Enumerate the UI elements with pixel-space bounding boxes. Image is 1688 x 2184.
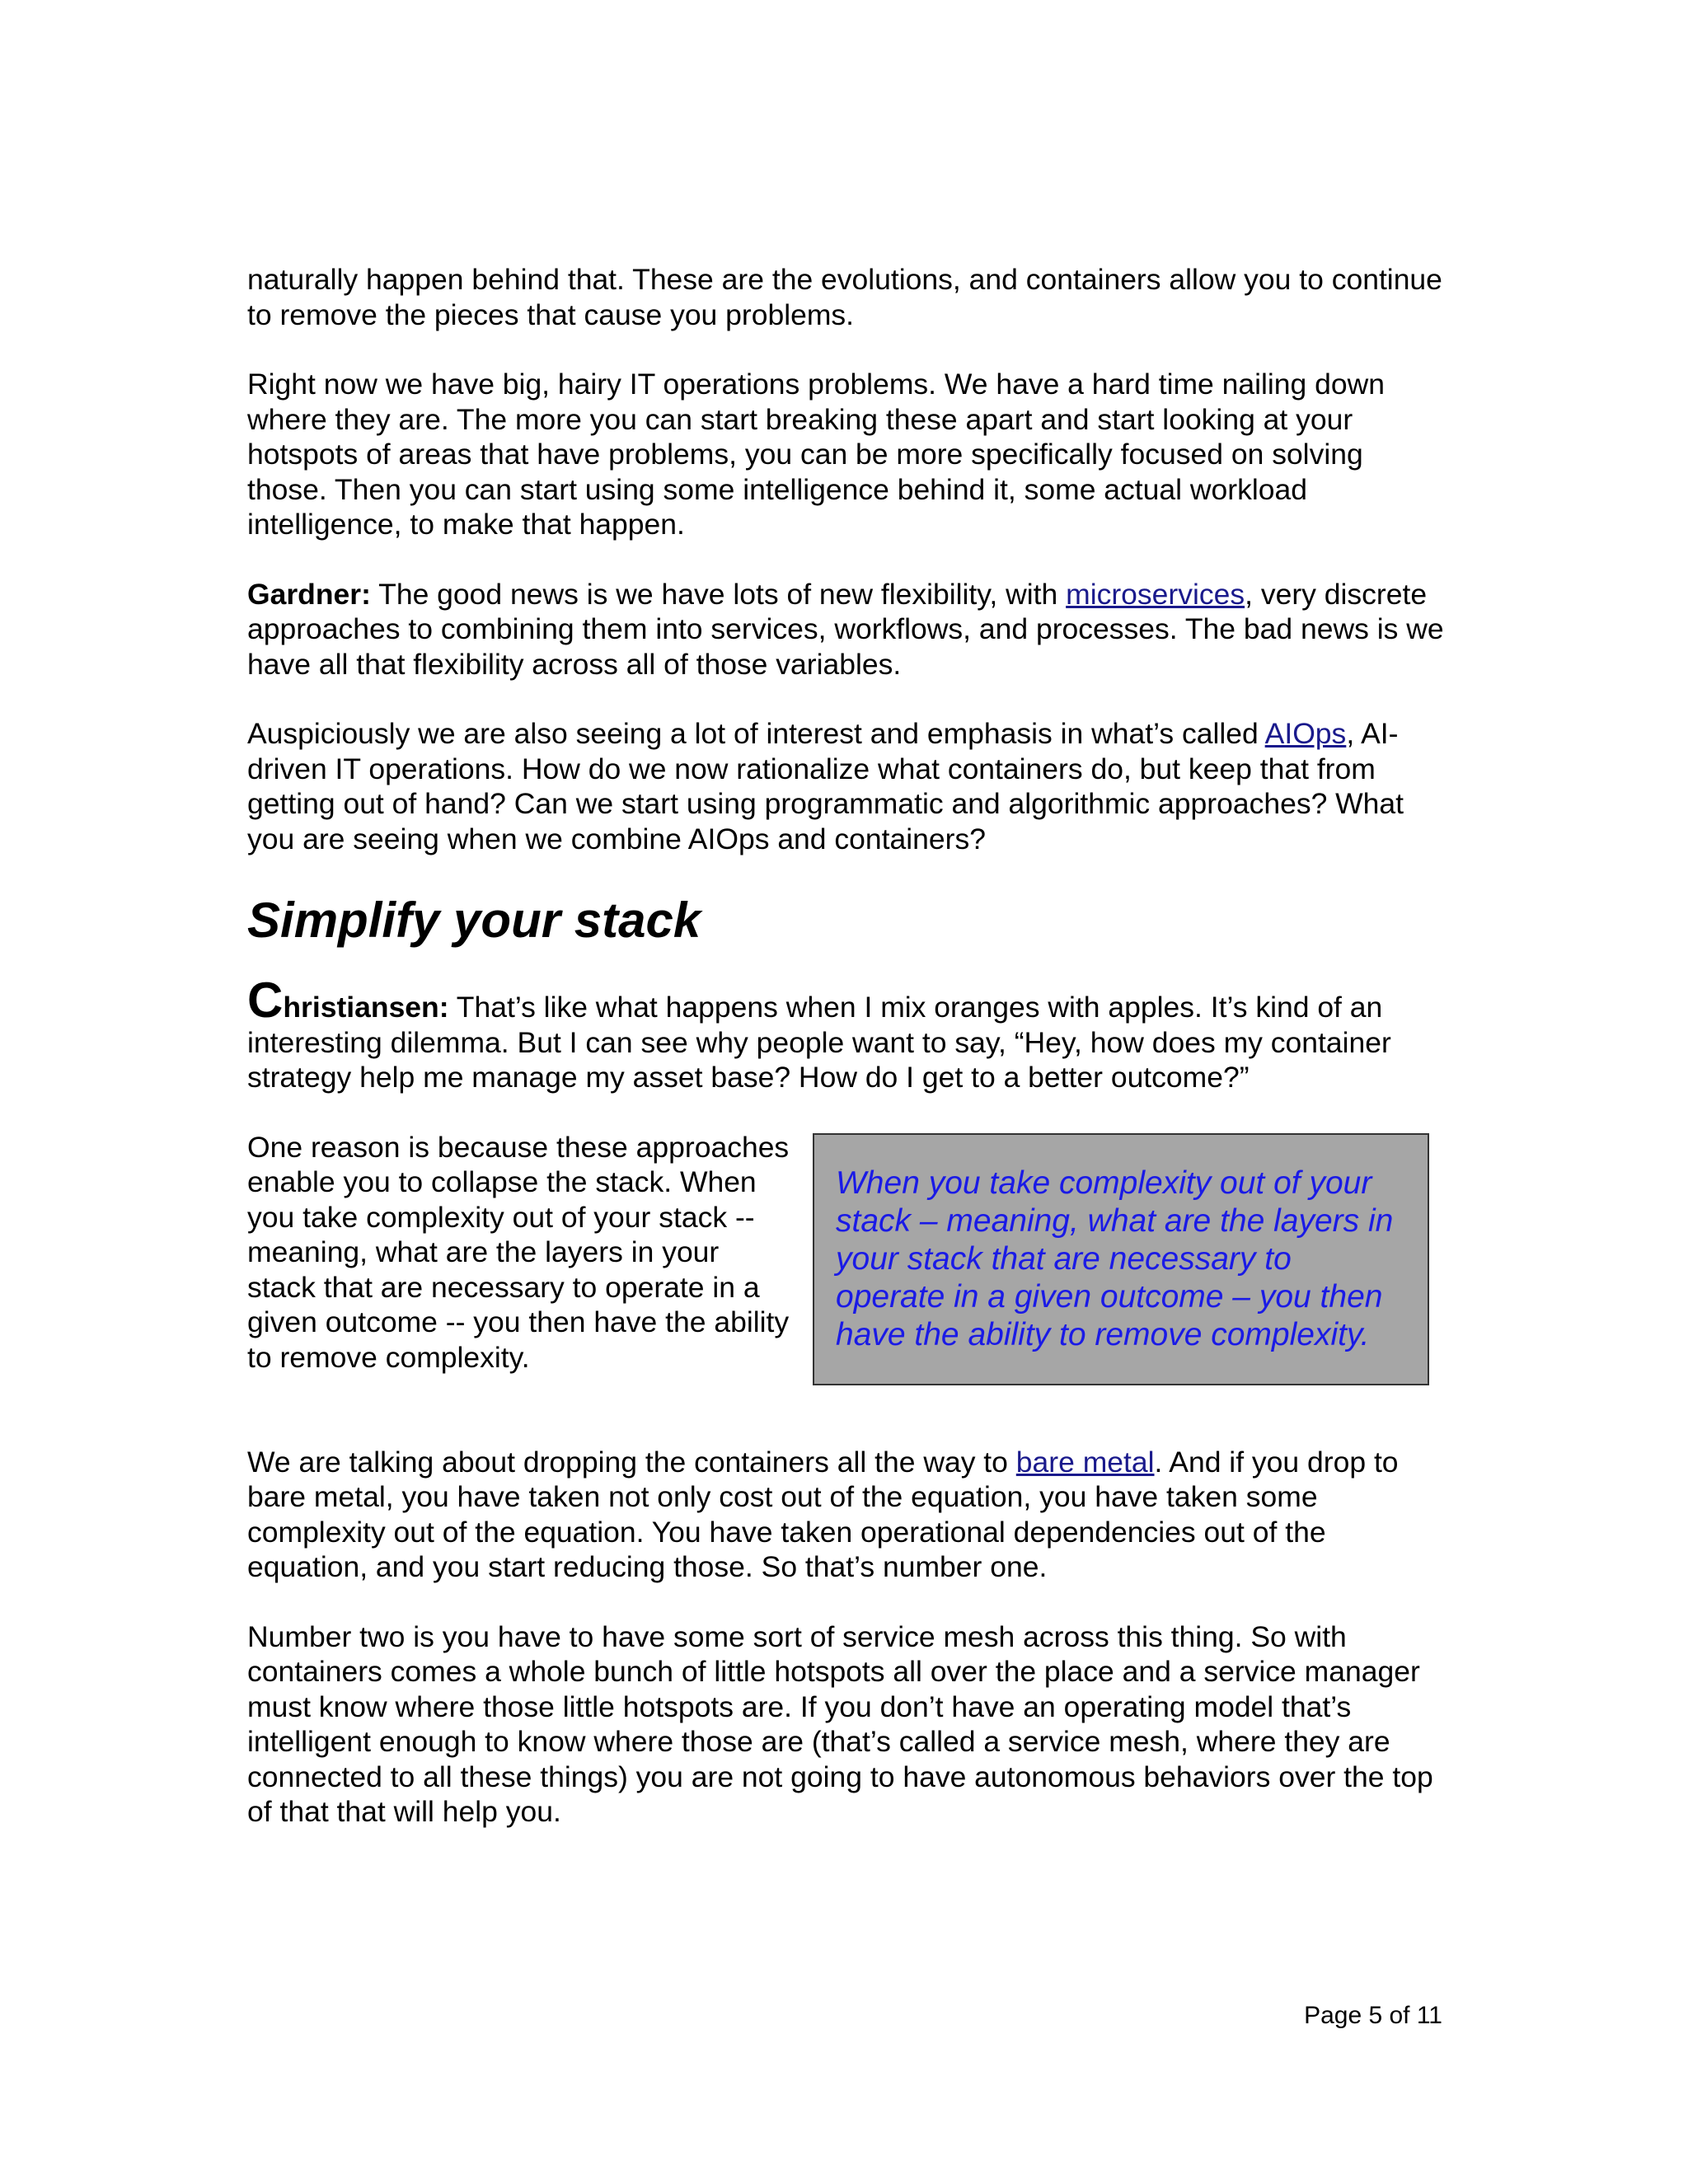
drop-cap: C bbox=[247, 972, 284, 1028]
paragraph-it-operations: Right now we have big, hairy IT operations problems. We have a hard time nailing down where they are. The more you can start breaking these apart and start looking at your hotspots of areas that have problems, you can be more specifically focused on solving those. Then you can start using some intelligence behind it, some actual workload intelligence, to make that happen. bbox=[247, 368, 1385, 541]
pull-quote-box bbox=[813, 1133, 1429, 1385]
text-with-pull-quote bbox=[247, 1130, 1451, 1410]
paragraph-text: The good news is we have lots of new flexibility, with bbox=[370, 577, 1067, 611]
paragraph-text: , very discrete approaches to combining them into services, workflows, and processes. The bad news is we have all that flexibility across all of those variables. bbox=[247, 577, 1444, 681]
paragraph-christiansen-intro bbox=[247, 972, 1451, 1095]
speaker-gardner: Gardner: bbox=[247, 577, 371, 611]
bare-metal-link[interactable]: bare metal bbox=[1015, 1445, 1155, 1479]
paragraph-bare-metal bbox=[247, 1445, 1451, 1585]
paragraph-text: . And if you drop to bare metal, you have taken not only cost out of the equation, you have taken some complexity out of the equation. You have taken operational dependencies out of the equation, and you start reducing those. So that’s number one. bbox=[247, 1445, 1399, 1583]
microservices-link[interactable]: microservices bbox=[1066, 577, 1245, 611]
paragraph-collapse-stack: One reason is because these approaches enable you to collapse the stack. When you take complexity out of your stack -- meaning, what are the layers in your stack that are necessary to operate in a given outcome -- you then have the ability to remove complexity. bbox=[247, 1130, 790, 1374]
paragraph-aiops bbox=[247, 716, 1451, 856]
document-body bbox=[247, 262, 1451, 1864]
paragraph-evolutions: naturally happen behind that. These are the evolutions, and containers allow you to continue to remove the pieces that cause you problems. bbox=[247, 263, 1442, 331]
paragraph-text: , AI-driven IT operations. How do we now rationalize what containers do, but keep that from getting out of hand? Can we start using programmatic and algorithmic approaches? What you are seeing when we combine AIOps and containers? bbox=[247, 717, 1404, 855]
aiops-link[interactable]: AIOps bbox=[1264, 717, 1347, 750]
paragraph-text: Auspiciously we are also seeing a lot of interest and emphasis in what’s called bbox=[247, 717, 1265, 750]
section-heading: Simplify your stack bbox=[247, 893, 701, 948]
paragraph-gardner-microservices bbox=[247, 577, 1451, 682]
speaker-christiansen bbox=[247, 972, 449, 1028]
paragraph-text: That’s like what happens when I mix oranges with apples. It’s kind of an interesting dilemma. But I can see why people want to say, “Hey, how does my container strategy help me manage my asset base? How do I get to a better outcome?” bbox=[247, 991, 1391, 1094]
paragraph-text: We are talking about dropping the containers all the way to bbox=[247, 1445, 1016, 1479]
pull-quote-text: When you take complexity out of your stack – meaning, what are the layers in your stack that are necessary to operate in a given outcome – you then have the ability to remove complexity. bbox=[836, 1165, 1394, 1352]
paragraph-service-mesh: Number two is you have to have some sort of service mesh across this thing. So with containers comes a whole bunch of little hotspots all over the place and a service manager must know where those little hotspots are. If you don’t have an operating model that’s intelligent enough to know where those are (that’s called a service mesh, where they are connected to all these things) you are not going to have autonomous behaviors over the top of that that will help you. bbox=[247, 1619, 1433, 1828]
page-number: Page 5 of 11 bbox=[1304, 2002, 1442, 2029]
speaker-name-rest: hristiansen: bbox=[283, 991, 449, 1024]
